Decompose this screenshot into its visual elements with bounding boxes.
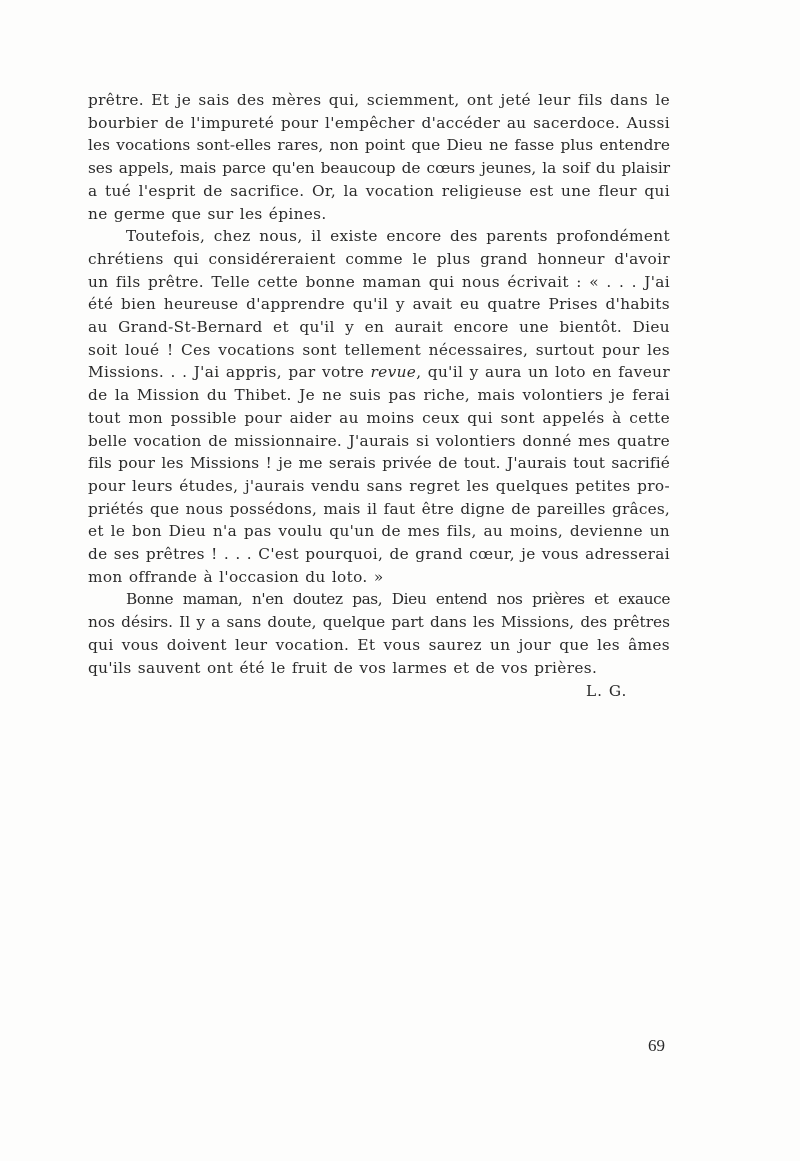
text-fragment: Missions. . . J'ai appris, par votre <box>88 363 371 382</box>
text-line: tout mon possible pour aider au moins ceux qui sont appelés à cette <box>88 408 670 427</box>
text-line: et le bon Dieu n'a pas voulu qu'un de mes fils, au moins, devienne un <box>88 522 670 541</box>
text-line: prêtre. Et je sais des mères qui, sciemment, ont jeté leur fils dans le <box>88 91 670 109</box>
text-line: qui vous doivent leur vocation. Et vous saurez un jour que les âmes <box>88 635 670 654</box>
body-text <box>88 89 670 679</box>
text-line: de ses prêtres ! . . . C'est pourquoi, de grand cœur, je vous adresserai <box>88 545 670 564</box>
text-line: au Grand-St-Bernard et qu'il y en aurait encore une bientôt. Dieu <box>88 318 670 337</box>
text-line: priétés que nous possédons, mais il faut être digne de pareilles grâces, <box>88 499 670 518</box>
text-line: nos désirs. Il y a sans doute, quelque part dans les Missions, des prêtres <box>88 613 670 632</box>
page-number: 69 <box>648 1036 665 1055</box>
text-line: été bien heureuse d'apprendre qu'il y avait eu quatre Prises d'habits <box>88 295 670 314</box>
text-fragment: , qu'il y aura un loto en faveur <box>416 363 670 382</box>
text-line: mon offrande à l'occasion du loto. » <box>88 567 384 586</box>
text-line: a tué l'esprit de sacrifice. Or, la vocation religieuse est une fleur qui <box>88 181 670 200</box>
text-line: Bonne maman, n'en doutez pas, Dieu entend nos prières et exauce <box>126 590 670 609</box>
text-line: chrétiens qui considéreraient comme le plus grand honneur d'avoir <box>88 249 670 268</box>
author-signature: L. G. <box>586 682 628 700</box>
text-line <box>88 361 670 384</box>
text-line: pour leurs études, j'aurais vendu sans regret les quelques petites pro- <box>88 476 670 495</box>
italic-word: revue <box>370 363 417 382</box>
text-line: un fils prêtre. Telle cette bonne maman qui nous écrivait : « . . . J'ai <box>88 272 670 291</box>
text-line: qu'ils sauvent ont été le fruit de vos larmes et de vos prières. <box>88 658 598 677</box>
text-line: soit loué ! Ces vocations sont tellement nécessaires, surtout pour les <box>88 340 670 359</box>
text-line: belle vocation de missionnaire. J'aurais si volontiers donné mes quatre <box>88 431 670 450</box>
text-line: fils pour les Missions ! je me serais privée de tout. J'aurais tout sacrifié <box>88 454 670 473</box>
text-line: ses appels, mais parce qu'en beaucoup de cœurs jeunes, la soif du plaisir <box>88 159 670 178</box>
text-line: ne germe que sur les épines. <box>88 204 327 223</box>
text-line: les vocations sont-elles rares, non point que Dieu ne fasse plus entendre <box>88 136 670 155</box>
text-line: de la Mission du Thibet. Je ne suis pas riche, mais volontiers je ferai <box>88 386 670 405</box>
text-line: Toutefois, chez nous, il existe encore des parents profondément <box>126 227 670 246</box>
text-line: bourbier de l'impureté pour l'empêcher d'accéder au sacerdoce. Aussi <box>88 113 670 132</box>
